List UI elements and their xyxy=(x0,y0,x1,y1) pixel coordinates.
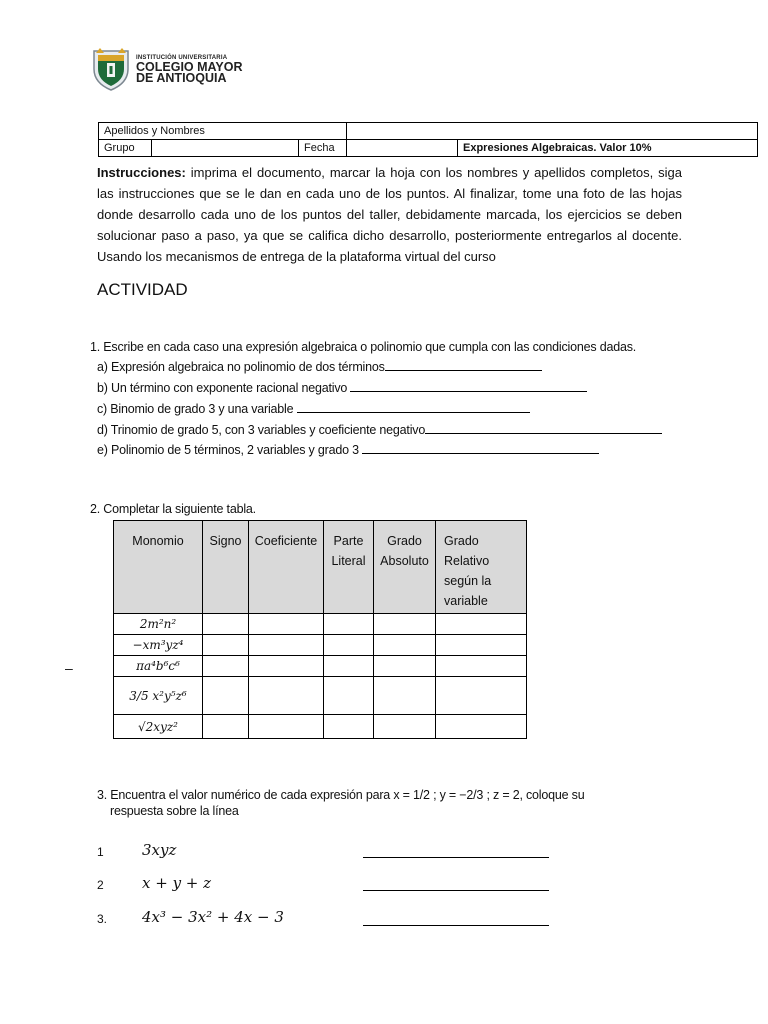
q3-item-expression: x + y + z xyxy=(142,874,212,892)
coeficiente-cell[interactable] xyxy=(249,656,324,677)
q3-answer-line-1[interactable] xyxy=(363,857,549,858)
coeficiente-cell[interactable] xyxy=(249,635,324,656)
monomial-cell: 3/5 x²y⁵z⁶ xyxy=(114,677,203,715)
grado-absoluto-cell[interactable] xyxy=(374,656,436,677)
grado-relativo-cell[interactable] xyxy=(436,715,527,739)
q1-answer-a[interactable] xyxy=(385,360,542,371)
grado-absoluto-cell[interactable] xyxy=(374,614,436,635)
grupo-field[interactable] xyxy=(152,140,299,157)
q3-statement-line-1: 3. Encuentra el valor numérico de cada expresión para x = 1/2 ; y = −2/3 ; z = 2, coloque su xyxy=(97,788,585,802)
apellidos-field[interactable] xyxy=(347,123,758,140)
q3-item-expression: 4x³ − 3x² + 4x − 3 xyxy=(142,908,284,926)
q1-item-d-text: d) Trinomio de grado 5, con 3 variables y coeficiente negativo xyxy=(97,423,426,437)
section-title: ACTIVIDAD xyxy=(97,280,188,299)
student-info-table xyxy=(98,122,758,157)
coeficiente-cell[interactable] xyxy=(249,715,324,739)
logo-line-1: INSTITUCIÓN UNIVERSITARIA xyxy=(136,55,228,61)
table-row xyxy=(114,715,527,739)
grado-relativo-cell[interactable] xyxy=(436,677,527,715)
worksheet-title: Expresiones Algebraicas. Valor 10% xyxy=(458,140,758,157)
coeficiente-cell[interactable] xyxy=(249,614,324,635)
instructions-label: Instrucciones: xyxy=(97,165,186,180)
logo-line-2: COLEGIO MAYOR xyxy=(136,60,243,74)
q3-item-expression: 3xyz xyxy=(142,841,177,859)
instructions-text: imprima el documento, marcar la hoja con los nombres y apellidos completos, siga las instrucciones que se le dan en cada uno de los puntos. Al finalizar, tome una foto de las hojas donde desarrollo cada uno de los puntos del taller, debidamente marcada, los ejercicios se deben solucionar paso a paso, ya que se califica dicho desarrollo, posteriormente entregarlos al docente. Usando los mecanismos de entrega de la plataforma virtual del curso xyxy=(97,165,682,264)
signo-cell[interactable] xyxy=(203,614,249,635)
parte-literal-cell[interactable] xyxy=(324,656,374,677)
q1-answer-e[interactable] xyxy=(362,443,599,454)
q1-item-d xyxy=(97,423,662,437)
fecha-label: Fecha xyxy=(299,140,347,157)
parte-literal-cell[interactable] xyxy=(324,677,374,715)
q1-statement: 1. Escribe en cada caso una expresión algebraica o polinomio que cumpla con las condiciones dadas. xyxy=(90,340,637,354)
q1-item-e-text: e) Polinomio de 5 términos, 2 variables y grado 3 xyxy=(97,443,359,457)
side-mark: – xyxy=(65,660,73,676)
q3-item-number: 1 xyxy=(97,845,104,859)
parte-literal-cell[interactable] xyxy=(324,715,374,739)
monomial-cell: 2m²n² xyxy=(114,614,203,635)
q3-answer-line-3[interactable] xyxy=(363,925,549,926)
q1-item-c xyxy=(97,402,530,416)
signo-cell[interactable] xyxy=(203,715,249,739)
parte-literal-cell[interactable] xyxy=(324,635,374,656)
col-parte-literal: Parte Literal xyxy=(324,521,374,614)
table-row xyxy=(114,635,527,656)
grado-absoluto-cell[interactable] xyxy=(374,635,436,656)
table-row xyxy=(114,677,527,715)
q1-item-e xyxy=(97,443,599,457)
q1-answer-b[interactable] xyxy=(350,381,587,392)
col-grado-absoluto: Grado Absoluto xyxy=(374,521,436,614)
monomial-cell: −xm³yz⁴ xyxy=(114,635,203,656)
col-signo: Signo xyxy=(203,521,249,614)
fecha-field[interactable] xyxy=(347,140,458,157)
q1-item-b xyxy=(97,381,587,395)
grado-absoluto-cell[interactable] xyxy=(374,677,436,715)
col-grado-relativo: Grado Relativo según la variable xyxy=(436,521,527,614)
q3-item-number: 3. xyxy=(97,912,108,926)
q1-item-a-text: a) Expresión algebraica no polinomio de dos términos xyxy=(97,360,385,374)
monomial-table xyxy=(113,520,527,739)
grado-relativo-cell[interactable] xyxy=(436,614,527,635)
instructions-paragraph xyxy=(97,162,682,267)
monomial-cell: πa⁴b⁶c⁶ xyxy=(114,656,203,677)
signo-cell[interactable] xyxy=(203,635,249,656)
table-row xyxy=(114,656,527,677)
signo-cell[interactable] xyxy=(203,677,249,715)
logo-line-3: DE ANTIOQUIA xyxy=(136,71,227,85)
q1-answer-d[interactable] xyxy=(425,423,662,434)
col-monomio: Monomio xyxy=(114,521,203,614)
shield-icon xyxy=(92,47,130,91)
q1-item-a xyxy=(97,360,542,374)
grado-absoluto-cell[interactable] xyxy=(374,715,436,739)
apellidos-label: Apellidos y Nombres xyxy=(99,123,347,140)
institution-logo xyxy=(92,47,242,92)
monomial-cell: √2xyz² xyxy=(114,715,203,739)
q3-answer-line-2[interactable] xyxy=(363,890,549,891)
q3-statement-line-2: respuesta sobre la línea xyxy=(110,804,239,818)
signo-cell[interactable] xyxy=(203,656,249,677)
q1-item-b-text: b) Un término con exponente racional negativo xyxy=(97,381,348,395)
q1-item-c-text: c) Binomio de grado 3 y una variable xyxy=(97,402,294,416)
col-coeficiente: Coeficiente xyxy=(249,521,324,614)
grado-relativo-cell[interactable] xyxy=(436,656,527,677)
q1-answer-c[interactable] xyxy=(297,402,530,413)
table-row xyxy=(114,614,527,635)
grado-relativo-cell[interactable] xyxy=(436,635,527,656)
grupo-label: Grupo xyxy=(99,140,152,157)
q3-item-number: 2 xyxy=(97,878,104,892)
parte-literal-cell[interactable] xyxy=(324,614,374,635)
q2-statement: 2. Completar la siguiente tabla. xyxy=(90,502,256,516)
coeficiente-cell[interactable] xyxy=(249,677,324,715)
